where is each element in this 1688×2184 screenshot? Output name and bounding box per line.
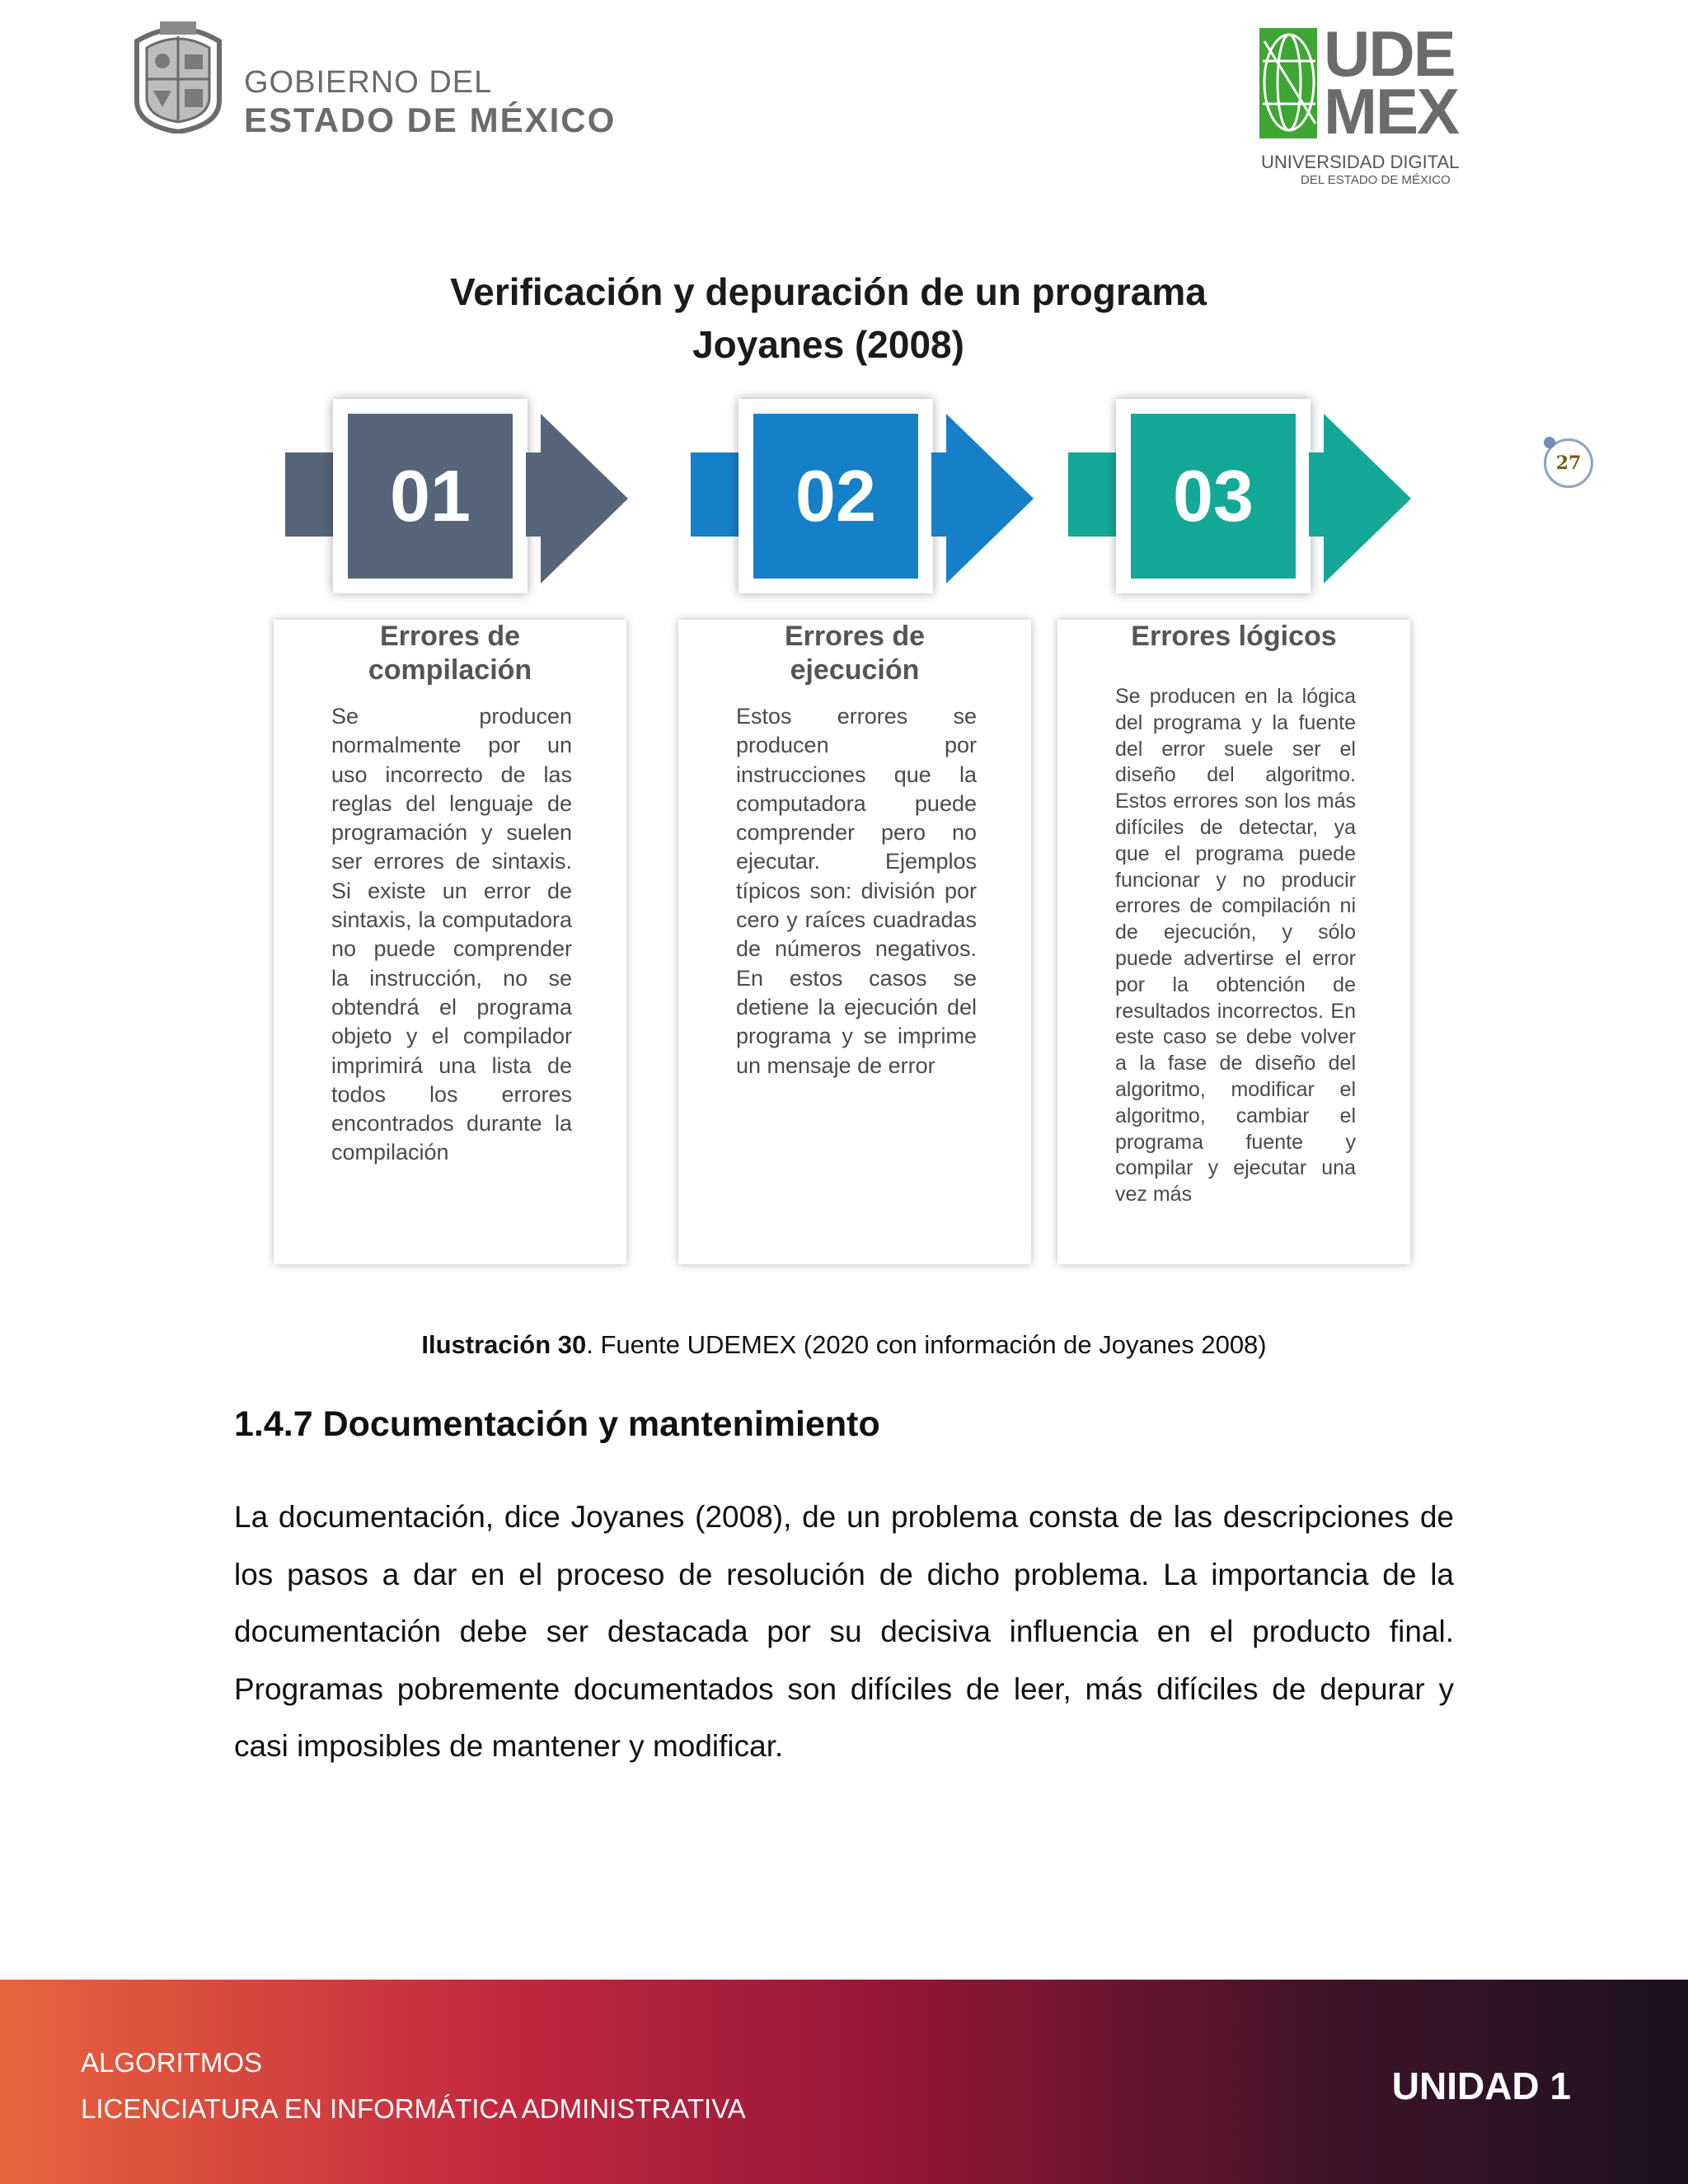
caption-text: . Fuente UDEMEX (2020 con información de Joyanes 2008) <box>586 1330 1267 1359</box>
footer-banner <box>0 1980 1688 2184</box>
card-title: Errores lógicos <box>1131 621 1337 652</box>
body-paragraph: La documentación, dice Joyanes (2008), de un problema consta de las descripciones de los pasos a dar en el proceso de resolución de dicho problema. La importancia de la documentación debe ser destacada por su decisiva influencia en el producto final. Programas pobremente documentados son difíciles de leer, más difíciles de depurar y casi imposibles de mantener y modificar. <box>234 1500 1454 1763</box>
card-title: Errores de ejecución <box>784 621 926 686</box>
figure-title-line2: Joyanes (2008) <box>692 323 964 366</box>
footer-program: LICENCIATURA EN INFORMÁTICA ADMINISTRATIVA <box>81 2093 746 2124</box>
gov-line1: GOBIERNO DEL <box>244 65 493 100</box>
udemex-subtitle-2: DEL ESTADO DE MÉXICO <box>1301 173 1451 187</box>
card-runtime-errors <box>678 620 1031 1264</box>
caption-label: Ilustración 30 <box>421 1330 587 1359</box>
udemex-word-top: UDE <box>1324 17 1455 90</box>
udemex-subtitle: UNIVERSIDAD DIGITAL <box>1261 152 1460 172</box>
card-title: Errores de compilación <box>368 621 532 686</box>
step-02-arrow-icon <box>946 414 1034 583</box>
step-03-number: 03 <box>1131 414 1296 579</box>
step-01-frame <box>333 399 528 593</box>
card-text: Se producen en la lógica del programa y la fuente del error suele ser el diseño del algoritmo. Estos errores son los más difíciles de detectar, ya que el programa puede funcionar y no producir errores de compilación ni de ejecución, y sólo puede advertirse el error por la obtención de resultados incorrectos. En este caso se debe volver a la fase de diseño del algoritmo, modificar el algoritmo, cambiar el programa fuente y compilar y ejecutar una vez más <box>1115 685 1356 1207</box>
footer-unit: UNIDAD 1 <box>1391 2064 1571 2107</box>
figure-caption <box>0 1330 1688 1360</box>
footer-course: ALGORITMOS <box>81 2047 263 2078</box>
page-number-dot <box>1544 437 1555 448</box>
step-03-frame <box>1116 399 1311 593</box>
step-01-arrow-icon <box>541 414 628 583</box>
gov-line2: ESTADO DE MÉXICO <box>244 101 617 139</box>
card-text: Estos errores se producen por instrucciones que la computadora puede comprender pero no ejecutar. Ejemplos típicos son: división por cero y raíces cuadradas de números negativos. En estos casos se detiene la ejecución del programa y se imprime un mensaje de error <box>736 704 977 1078</box>
card-text: Se producen normalmente por un uso incorrecto de las reglas del lenguaje de programación y suelen ser errores de sintaxis. Si existe un error de sintaxis, la computadora no puede comprender la instrucción, no se obtendrá el programa objeto y el compilador imprimirá una lista de todos los errores encontrados durante la compilación <box>331 704 572 1165</box>
step-02-number: 02 <box>753 414 918 579</box>
udemex-globe-icon <box>1259 25 1319 140</box>
step-01-number: 01 <box>348 414 513 579</box>
figure-title-line1: Verificación y depuración de un programa <box>450 270 1207 313</box>
card-compilation-errors <box>274 620 626 1264</box>
udemex-logo <box>1259 17 1460 190</box>
section-heading: 1.4.7 Documentación y mantenimiento <box>234 1404 880 1444</box>
figure-title <box>330 265 1327 371</box>
government-logo-text <box>244 64 616 140</box>
page-number: 27 <box>1544 438 1593 488</box>
step-03-arrow-icon <box>1324 414 1411 583</box>
card-logic-errors <box>1057 620 1410 1264</box>
state-seal-logo <box>132 21 224 134</box>
step-02-frame <box>738 399 933 593</box>
udemex-word-bottom: MEX <box>1324 75 1459 148</box>
